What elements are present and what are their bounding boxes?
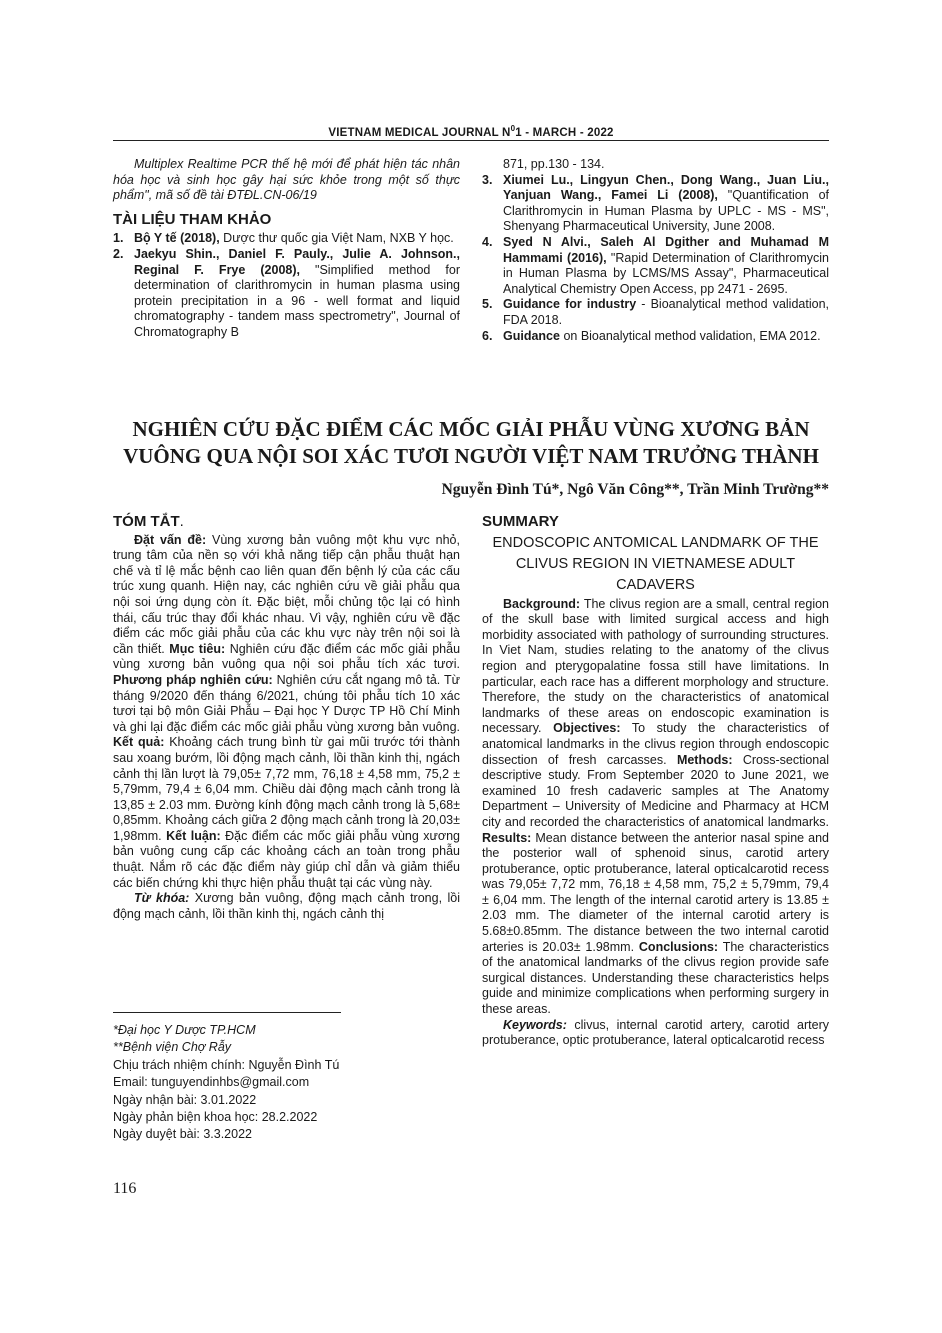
journal-name: VIETNAM MEDICAL JOURNAL N [328,126,511,139]
article-title [113,416,829,470]
abstract-heading: TÓM TẮT. [113,513,184,530]
reference-authors: Bộ Y tế (2018), [134,231,220,246]
abstract-body: Đặt vấn đề: Vùng xương bản vuông một khu vực nhỏ, trung tâm của nền sọ với khả năng tiếp cận phẫu thuật hạn chế và tỉ lệ mắc bệnh cao liên quan đến bệnh lý của các cấu trúc xung quanh. Hiện nay, các nghiên cứu về giải phẫu qua nội soi ứng dụng còn ít. Đặc biệt, mỗi chủng tộc lại có hình thái, cấu trúc thay đổi khác nhau. Vì vậy, nghiên cứu về đặc điểm các mốc giải phẫu của các khu vực này trên nội soi là cần thiết. Mục tiêu: Nghiên cứu đặc điểm các mốc giải phẫu vùng xương bản vuông qua nội soi phẫu tích xác tươi. Phương pháp nghiên cứu: Nghiên cứu cắt ngang mô tả. Từ tháng 9/2020 đến tháng 6/2021, chúng tôi phẫu tích 10 xác tươi tại bộ môn Giải Phẫu – Đại học Y Dược TP Hồ Chí Minh và ghi lại đặc điểm các mốc giải phẫu vùng xương bản vuông. Kết quả: Khoảng cách trung bình từ gai mũi trước tới thành sau xoang bướm, lồi động mạch cảnh, lồi thần kinh thị, ngách cảnh thị lần lượt là 79,05± 7,72 mm, 76,18 ± 4,58 mm, 75,2 ± 5,79mm, 79,4 ± 6,04 mm. Chiều dài động mạch cảnh trong là 13,85 ± 2.03 mm. Đường kính động mạch cảnh trong là 5,68± 0,85mm. Khoảng cách giữa 2 động mạch cảnh trong là 20,03± 1,98mm. Kết luận: Đặc điểm các mốc giải phẫu vùng xương bản vuông cung cấp các khoảng cách an toàn trong phẫu thuật. Nắm rõ các đặc điểm này giúp chỉ dẫn và giảm thiểu các biến chứng khi thực hiện phẫu thuật tại các vùng này. [113,532,461,890]
reference-item: 3. Xiumei Lu., Lingyun Chen., Dong Wang., Juan Liu., Yanjuan Wang., Famei Li (2008), "Quantification of Clarithromycin in Human Plasma by UPLC - MS - MS", Shenyang Pharmaceutical University, June 2008. [482,172,829,234]
running-header [113,124,829,139]
summary-title: ENDOSCOPIC ANTOMICAL LANDMARK OF THE CLIVUS REGION IN VIETNAMESE ADULT CADAVERS [492,534,819,593]
date-received: Ngày nhận bài: 3.01.2022 [113,1092,257,1107]
reference-text: - Bioanalytical method validation, FDA 2018. [503,297,829,327]
reference-authors: Syed N Alvi., Saleh Al Dgither and Muhamad M Hammami (2016), [503,234,829,265]
reference-text: "Quantification of Clarithromycin in Human Plasma by UPLC - MS - MS", Shenyang Pharmaceutical University, June 2008. [503,188,829,234]
reference-continuation: 871, pp.130 - 134. [503,157,605,171]
summary-body: Background: The clivus region are a small, central region of the skull base with limited surgical access and high morbidity associated with pathology of surrounding structures. In Viet Nam, studies relating to the anatomy of the clivus region and pterygopalatine fossa still have limitations. In particular, each race has a different morphology and structure. Therefore, the study on the characteristics of anatomical landmarks of these areas on endoscopic examination is necessary. Objectives: To study the characteristics of anatomical landmarks in the clivus region through endoscopic dissection of fresh carcasses. Methods: Cross-sectional descriptive study. From September 2020 to June 2021, we examined 10 fresh cadaveric samples at The Anatomy Department – University of Medicine and Pharmacy at HCM city and recorded the characteristics of anatomical landmarks. Results: Mean distance between the anterior nasal spine and the posterior wall of sphenoid sinus, carotid artery protuberance, optic protuberance, lateral opticalcarotid recess was 79,05± 7,72 mm, 76,18 ± 4,58 mm, 75,2 ± 5,79mm, 79,4 ± 6,04 mm. The length of the internal carotid artery is 13.85 ± 2.03 mm. The diameter of the internal carotid artery is 5.68±0.85mm. The distance between the two internal carotid arteries is 20.03± 1.98mm. Conclusions: The characteristics of the anatomical landmarks of the clivus region provide safe surgical distances. Understanding these characteristics helps guide and minimize complications when performing surgery in these areas. [482,596,829,1017]
title-line-1: NGHIÊN CỨU ĐẶC ĐIỂM CÁC MỐC GIẢI PHẪU VÙNG XƯƠNG BẢN [132,417,810,441]
footnote-rule [113,1012,341,1013]
reference-item: 6. Guidance on Bioanalytical method validation, EMA 2012. [482,328,821,343]
reference-list [113,231,460,340]
reference-item: 2. Jaekyu Shin., Daniel F. Pauly., Julie A. Johnson., Reginal F. Frye (2008), "Simplified method for determination of clarithromycin in human plasma using protein precipitation in a 96 - well format and liquid chromatography - tandem mass spectrometry", Journal of Chromatography B [113,246,460,339]
reference-authors: Guidance [503,328,560,343]
previous-article-continuation: Multiplex Realtime PCR thế hệ mới để phát hiện tác nhân hóa học và sinh học gây hại sức khỏe trong một số thực phẩm", mã số đề tài ĐTĐL.CN-06/19 [113,157,460,203]
reference-authors: Xiumei Lu., Lingyun Chen., Dong Wang., Juan Liu., Yanjuan Wang., Famei Li (2008), [503,172,829,203]
reference-text: "Simplified method for determination of clarithromycin in human plasma using protein precipitation in a 96 - well format and liquid chromatography - tandem mass spectrometry", Journal of Chromatography B [134,262,460,339]
reference-list [482,173,829,345]
reference-text: on Bioanalytical method validation, EMA 2012. [559,328,821,343]
previous-article-left-column [113,157,460,341]
vietnamese-abstract [113,514,460,922]
reference-text: Dược thư quốc gia Việt Nam, NXB Y học. [219,231,454,246]
english-summary [482,514,829,1049]
previous-article-right-column [482,157,829,344]
abstract-keywords: Từ khóa: Xương bản vuông, động mạch cảnh trong, lồi động mạch cảnh, lồi thần kinh thị, ngách cảnh thị [113,891,460,921]
title-line-2: VUÔNG QUA NỘI SOI XÁC TƯƠI NGƯỜI VIỆT NAM TRƯỞNG THÀNH [123,444,819,468]
corresponding-author: Chịu trách nhiệm chính: Nguyễn Đình Tú [113,1057,340,1072]
issue-date: 1 - MARCH - 2022 [515,126,614,139]
date-reviewed: Ngày phản biện khoa học: 28.2.2022 [113,1110,318,1125]
affiliation-1: *Đại học Y Dược TP.HCM [113,1023,256,1037]
affiliation-2: **Bệnh viện Chợ Rẫy [113,1040,232,1055]
issue-superscript: 0 [510,124,516,133]
date-accepted: Ngày duyệt bài: 3.3.2022 [113,1127,252,1142]
article-authors: Nguyễn Đình Tú*, Ngô Văn Công**, Trần Minh Trường** [441,481,829,498]
page-number: 116 [113,1180,137,1197]
author-email: Email: tunguyendinhbs@gmail.com [113,1075,310,1090]
summary-heading: SUMMARY [482,513,559,530]
reference-authors: Jaekyu Shin., Daniel F. Pauly., Julie A. Johnson., Reginal F. Frye (2008), [134,246,460,277]
reference-text: "Rapid Determination of Clarithromycin in Human Plasma by LCMS/MS Assay", Pharmaceutical Analytical Chemistry Open Access, pp 2471 - 2695. [503,250,829,296]
reference-item: 1. Bộ Y tế (2018), Dược thư quốc gia Việt Nam, NXB Y học. [113,231,454,246]
reference-authors: Guidance for industry [503,297,637,312]
reference-item: 4. Syed N Alvi., Saleh Al Dgither and Muhamad M Hammami (2016), "Rapid Determination of Clarithromycin in Human Plasma by LCMS/MS Assay", Pharmaceutical Analytical Chemistry Open Access, pp 2471 - 2695. [482,234,829,296]
header-rule [113,140,829,141]
reference-item: 5. Guidance for industry - Bioanalytical method validation, FDA 2018. [482,297,829,327]
summary-keywords: Keywords: clivus, internal carotid artery, carotid artery protuberance, optic protuberance, lateral opticalcarotid recess [482,1017,829,1048]
footnotes [113,1022,460,1144]
references-heading: TÀI LIỆU THAM KHẢO [113,210,272,228]
